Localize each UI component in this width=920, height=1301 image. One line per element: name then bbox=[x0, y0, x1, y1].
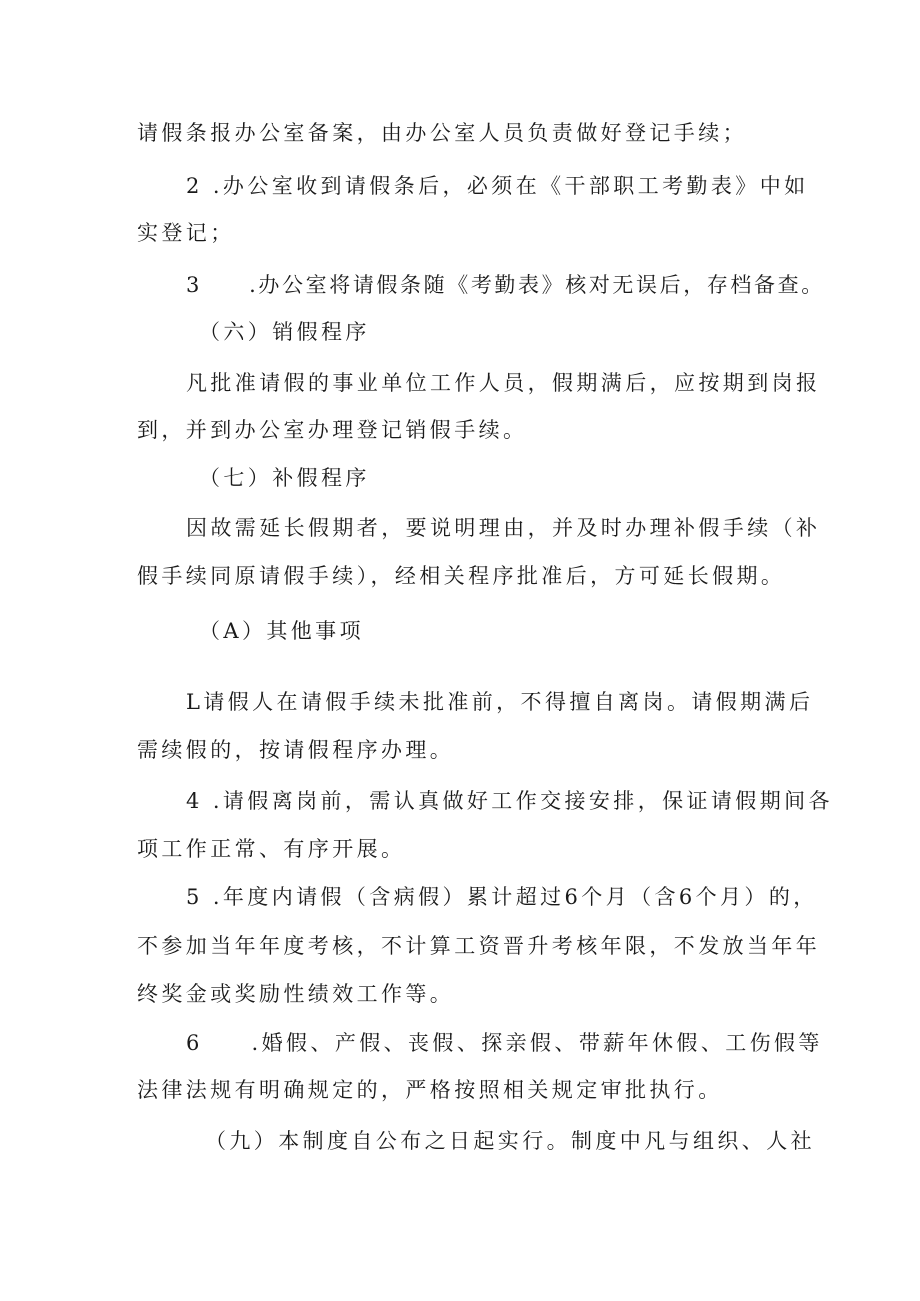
section-heading: （A）其他事项 bbox=[199, 619, 364, 643]
text-line: 3 .办公室将请假条随《考勤表》核对无误后，存档备查。 bbox=[186, 273, 825, 297]
text-line: 假手续同原请假手续），经相关程序批准后，方可延长假期。 bbox=[137, 564, 786, 588]
text-line: 不参加当年年度考核，不计算工资晋升考核年限，不发放当年年 bbox=[137, 934, 821, 958]
text-line: L请假人在请假手续未批准前，不得擅自离岗。请假期满后 bbox=[186, 690, 814, 714]
text-line: 因故需延长假期者，要说明理由，并及时办理补假手续（补 bbox=[186, 516, 821, 540]
text-line: 2 .办公室收到请假条后，必须在《干部职工考勤表》中如 bbox=[186, 174, 809, 198]
text-line: 5 .年度内请假（含病假）累计超过6个月（含6个月）的， bbox=[186, 885, 818, 909]
text-line: 凡批准请假的事业单位工作人员，假期满后，应按期到岗报 bbox=[186, 371, 821, 395]
text-line: 到，并到办公室办理登记销假手续。 bbox=[137, 418, 528, 442]
text-line: 项工作正常、有序开展。 bbox=[137, 837, 406, 861]
text-line: 实登记； bbox=[137, 221, 235, 245]
section-heading: （七）补假程序 bbox=[199, 466, 370, 490]
text-line: 法律法规有明确规定的，严格按照相关规定审批执行。 bbox=[137, 1078, 723, 1102]
text-line: 6 .婚假、产假、丧假、探亲假、带薪年休假、工伤假等 bbox=[186, 1031, 823, 1055]
text-line: 终奖金或奖励性绩效工作等。 bbox=[137, 982, 455, 1006]
section-heading: （九）本制度自公布之日起实行。制度中凡与组织、人社 bbox=[205, 1129, 815, 1153]
section-heading: （六）销假程序 bbox=[199, 320, 370, 344]
text-line: 4 .请假离岗前，需认真做好工作交接安排，保证请假期间各 bbox=[186, 789, 833, 813]
text-line: 请假条报办公室备案，由办公室人员负责做好登记手续； bbox=[137, 121, 747, 145]
text-line: 需续假的，按请假程序办理。 bbox=[137, 738, 455, 762]
